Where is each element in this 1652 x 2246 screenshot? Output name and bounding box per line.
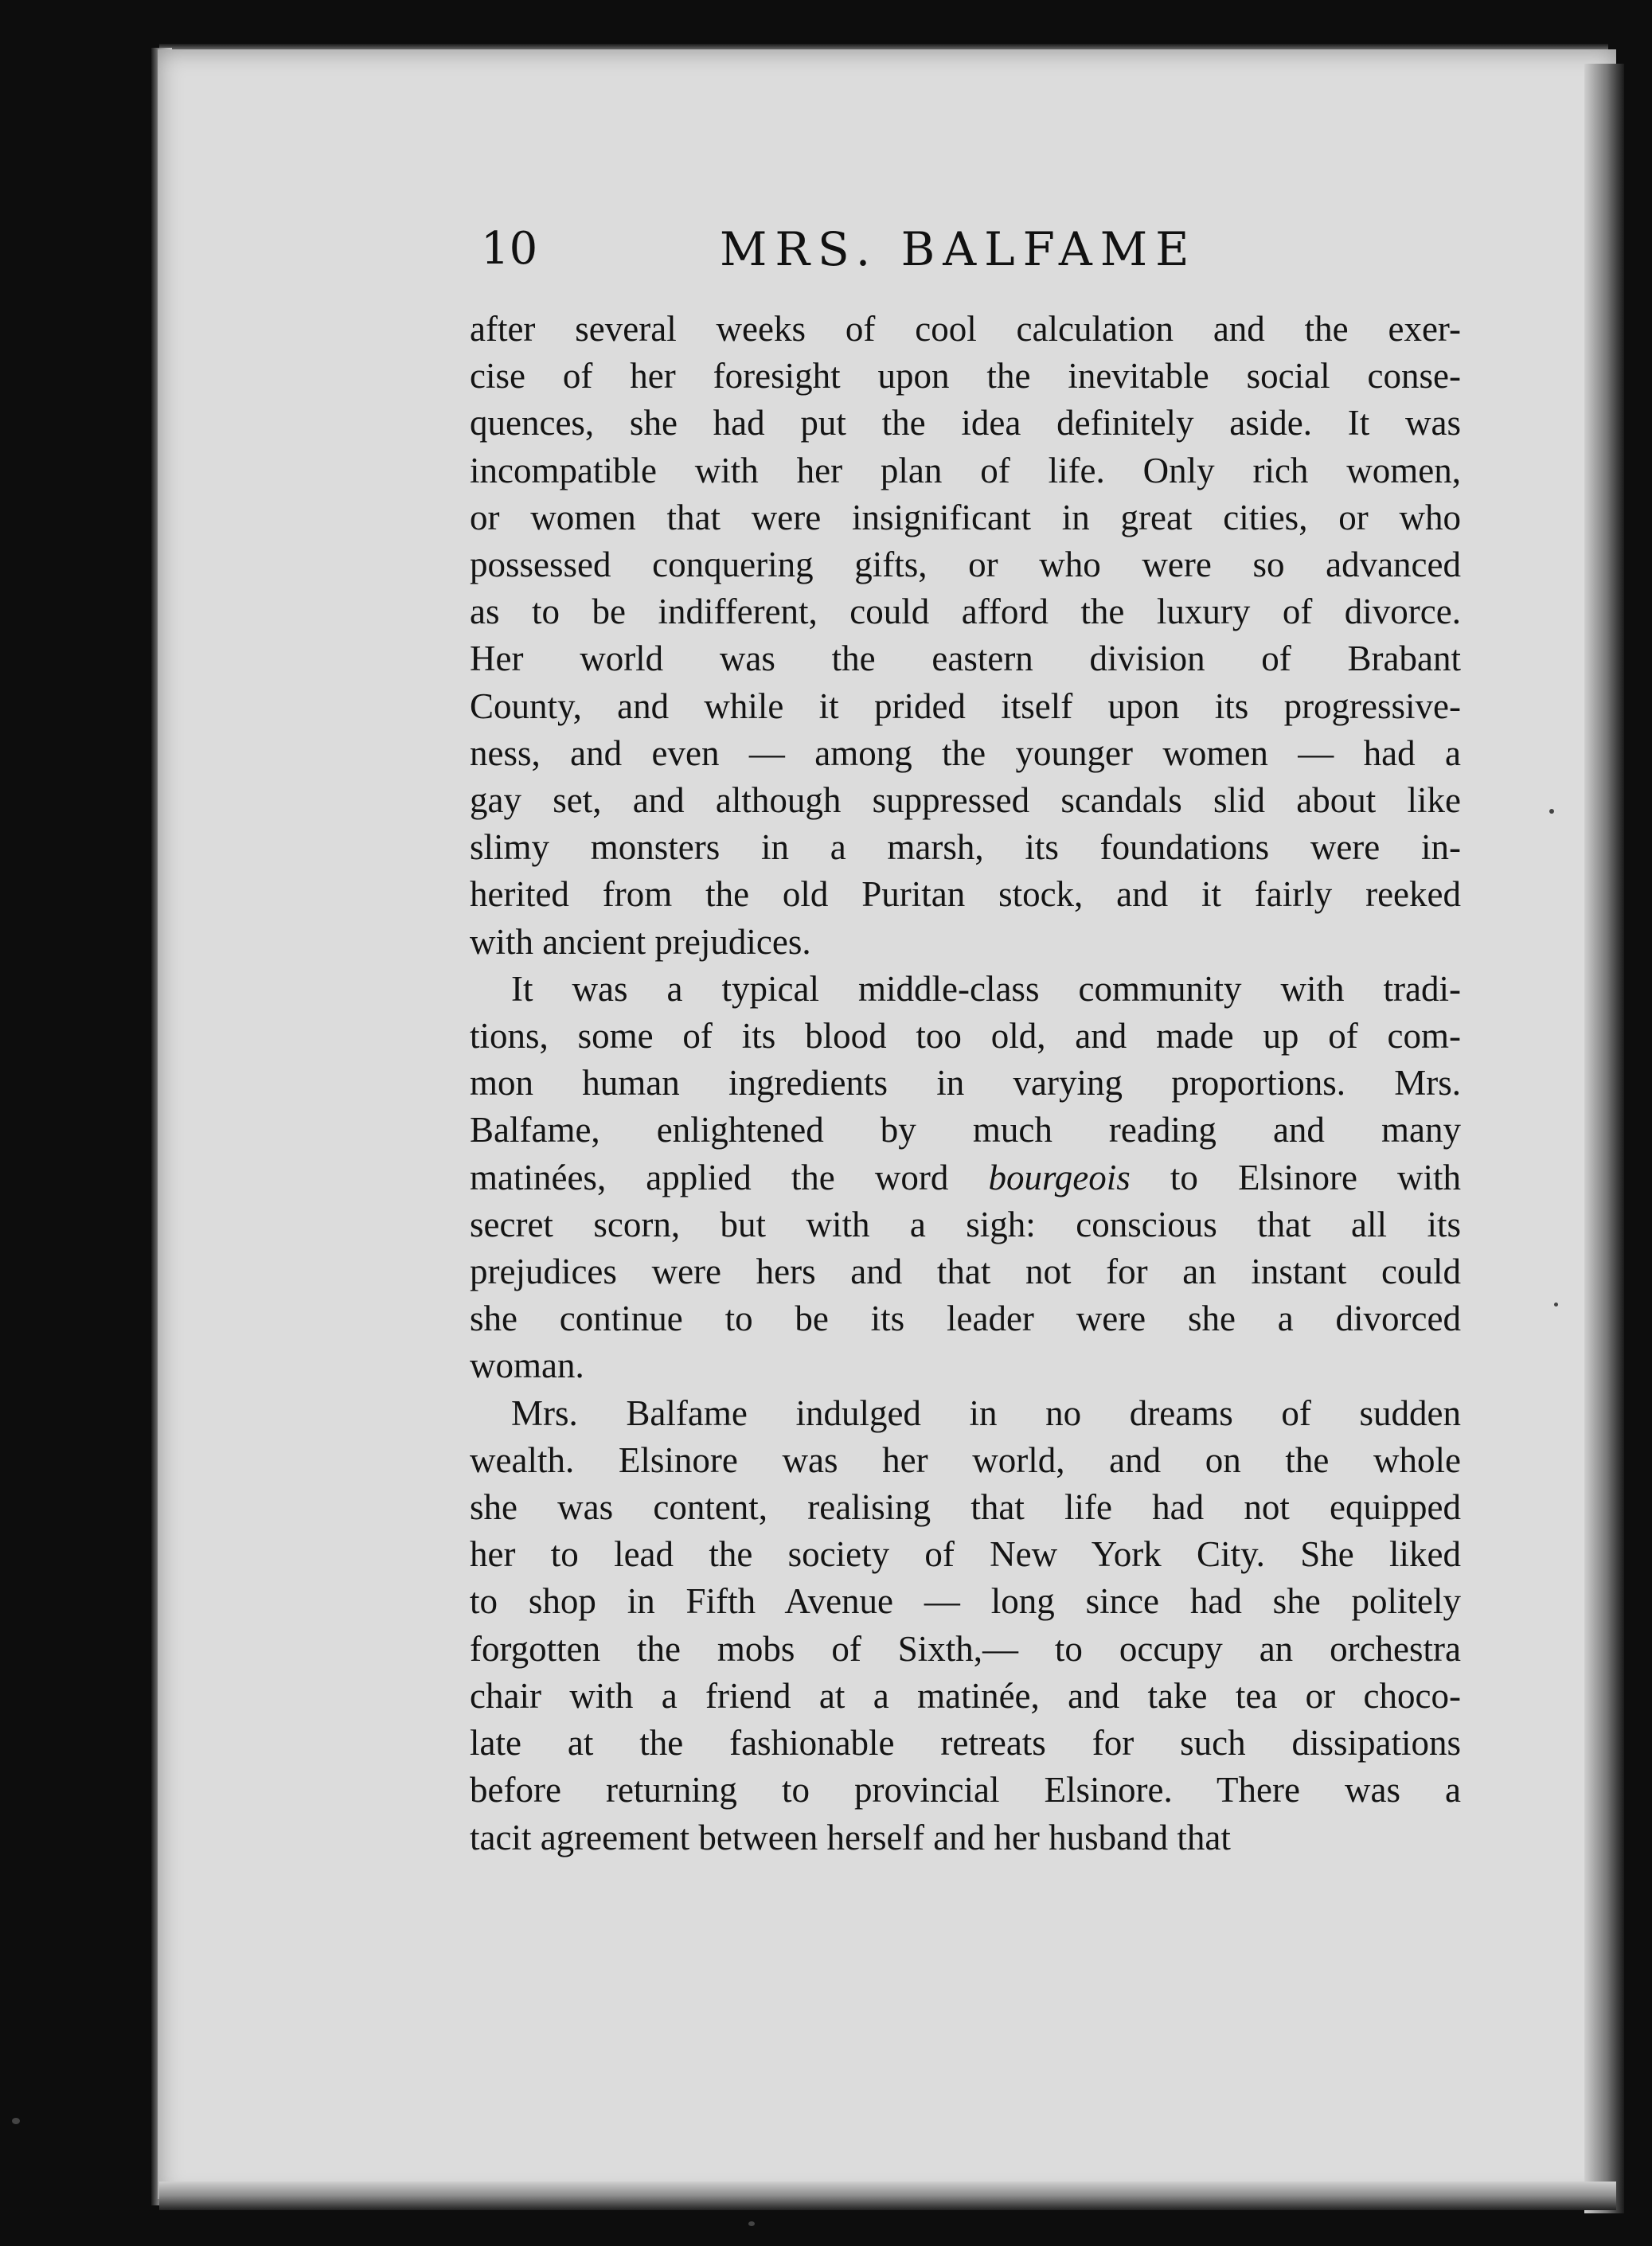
text-line: forgotten the mobs of Sixth,— to occupy an orchestra	[470, 1628, 1461, 1669]
text-line: slimy monsters in a marsh, its foundations were in-	[470, 827, 1461, 868]
text-line: matinées, applied the word bourgeois to Elsinore with	[470, 1157, 1461, 1197]
page-edge-bottom	[159, 2182, 1616, 2210]
text-line: gay set, and although suppressed scandals slid about like	[470, 780, 1461, 821]
text-line: cise of her foresight upon the inevitable social conse-	[470, 356, 1461, 396]
text-line: her to lead the society of New York City. She liked	[470, 1534, 1461, 1575]
text-line: ness, and even — among the younger women — had a	[470, 732, 1461, 773]
body-text	[470, 306, 1461, 1861]
paragraph	[470, 306, 1461, 966]
text-line: or women that were insignificant in great cities, or who	[470, 497, 1461, 537]
text-line: quences, she had put the idea definitely aside. It was	[470, 403, 1461, 443]
text-line: County, and while it prided itself upon its progressive-	[470, 686, 1461, 726]
text-line: tions, some of its blood too old, and made up of com-	[470, 1016, 1461, 1057]
text-line: prejudices were hers and that not for an instant could	[470, 1252, 1461, 1292]
text-line: she continue to be its leader were she a divorced	[470, 1299, 1461, 1339]
scan-speck	[1549, 809, 1554, 814]
text-line: after several weeks of cool calculation and the exer-	[470, 309, 1461, 349]
scan-speck	[1554, 1303, 1558, 1307]
text-line: with ancient prejudices.	[470, 921, 811, 962]
text-line: as to be indifferent, could afford the luxury of divorce.	[470, 592, 1461, 632]
text-line: possessed conquering gifts, or who were so advanced	[470, 545, 1461, 585]
scan-speck	[748, 2221, 755, 2226]
text-line: late at the fashionable retreats for such dissipations	[470, 1723, 1461, 1764]
text-line: woman.	[470, 1346, 584, 1386]
text-line: Balfame, enlightened by much reading and many	[470, 1110, 1461, 1150]
text-line: herited from the old Puritan stock, and it fairly reeked	[470, 874, 1461, 915]
running-head	[481, 221, 1459, 285]
italic-word: bourgeois	[988, 1157, 1131, 1197]
scan-speck	[12, 2118, 20, 2124]
text-line: she was content, realising that life had not equipped	[470, 1487, 1461, 1528]
paragraph	[470, 1390, 1461, 1861]
page-edge-right	[1584, 64, 1624, 2213]
text-line: secret scorn, but with a sigh: conscious that all its	[470, 1204, 1461, 1244]
text-line: mon human ingredients in varying proportions. Mrs.	[470, 1063, 1461, 1103]
text-line: It was a typical middle-class community with tradi-	[511, 968, 1461, 1009]
book-title: MRS. BALFAME	[720, 222, 1197, 276]
text-line: tacit agreement between herself and her husband that	[470, 1817, 1231, 1857]
text-line: Mrs. Balfame indulged in no dreams of sudden	[511, 1393, 1461, 1433]
text-line: chair with a friend at a matinée, and take tea or choco-	[470, 1675, 1461, 1716]
text-line: incompatible with her plan of life. Only rich women,	[470, 450, 1461, 490]
text-line: to shop in Fifth Avenue — long since had she politely	[470, 1581, 1461, 1622]
text-line: before returning to provincial Elsinore. There was a	[470, 1770, 1461, 1810]
text-line: Her world was the eastern division of Brabant	[470, 639, 1461, 679]
text-line: wealth. Elsinore was her world, and on the whole	[470, 1439, 1461, 1480]
page-number: 10	[481, 223, 538, 275]
paragraph	[470, 966, 1461, 1390]
